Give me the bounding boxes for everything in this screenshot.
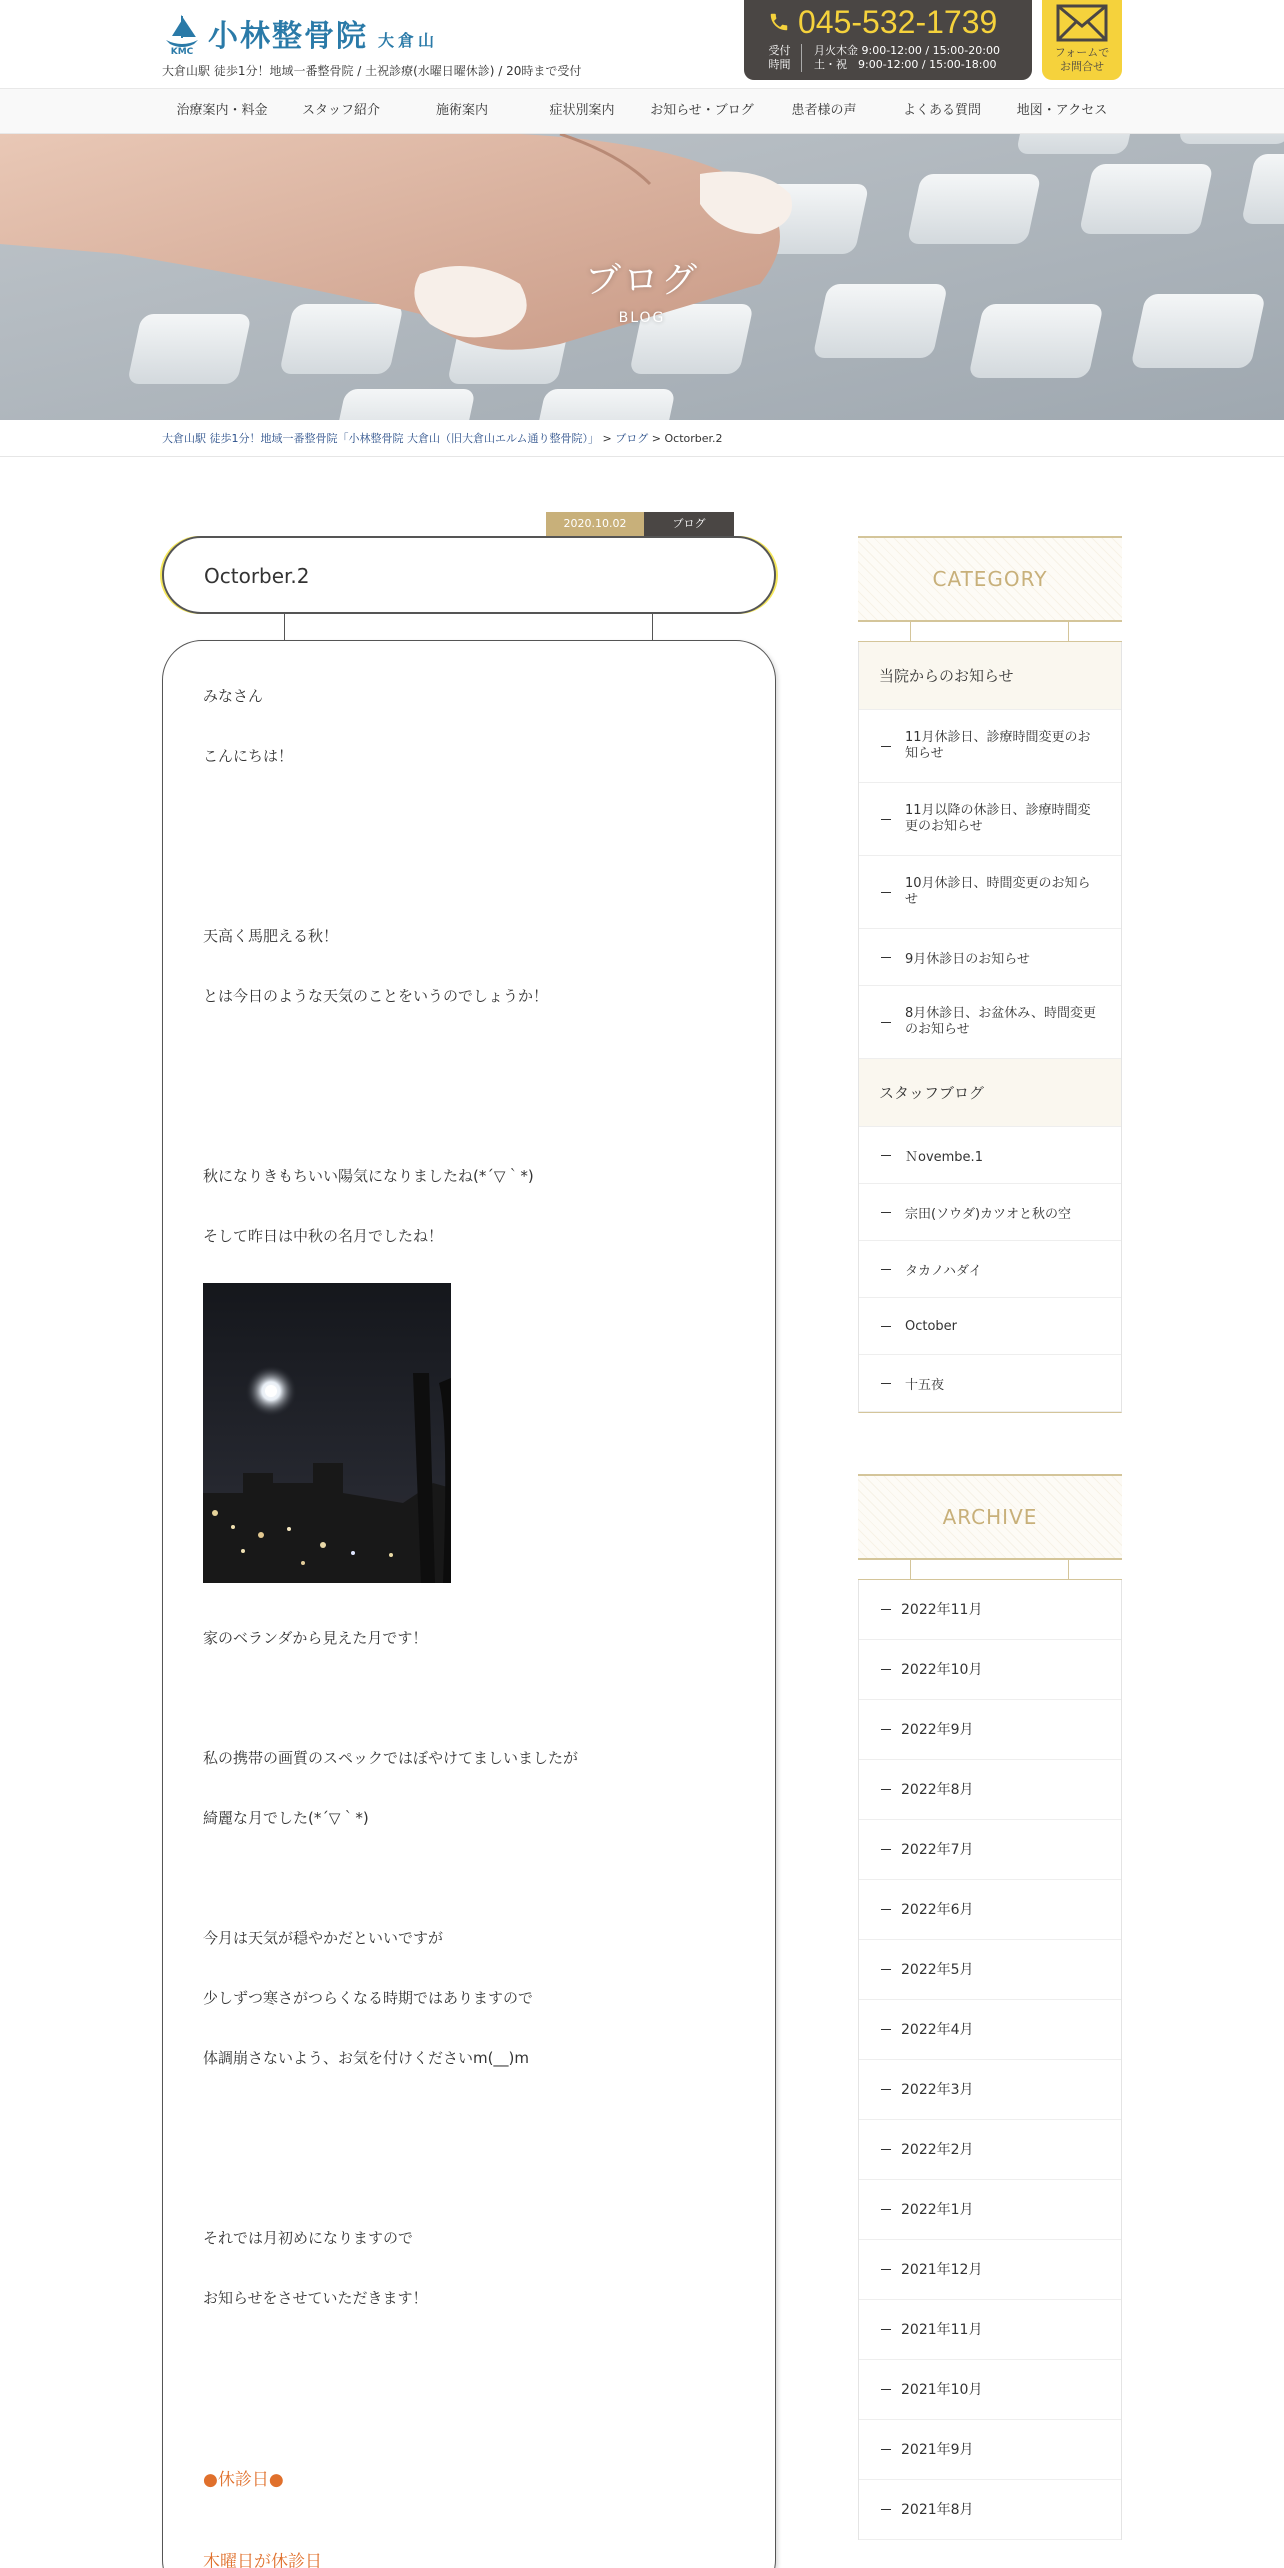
nav-staff[interactable]: スタッフ紹介 bbox=[301, 103, 380, 118]
tel-number[interactable]: 045-532-1739 bbox=[798, 4, 998, 40]
archive-link[interactable]: 2022年6月 bbox=[859, 1880, 1121, 1940]
moon-photo bbox=[203, 1283, 451, 1583]
category-post-label: 10月休診日、時間変更のお知らせ bbox=[905, 876, 1091, 907]
archive-link[interactable]: 2022年7月 bbox=[859, 1820, 1121, 1880]
archive-link[interactable]: 2022年2月 bbox=[859, 2120, 1121, 2180]
category-post-label: タカノハダイ bbox=[905, 1263, 982, 1279]
archive-link[interactable]: 2022年10月 bbox=[859, 1640, 1121, 1700]
site-logo[interactable] bbox=[162, 12, 438, 56]
category-post-label: Ｎovembe.1 bbox=[905, 1149, 983, 1165]
archive-link[interactable]: 2021年12月 bbox=[859, 2240, 1121, 2300]
category-post-label: 9月休診日のお知らせ bbox=[905, 951, 1030, 967]
hours-weekend: 土・祝 9:00-12:00 / 15:00-18:00 bbox=[814, 58, 997, 71]
category-staff-blog[interactable]: スタッフブログ bbox=[859, 1059, 1121, 1127]
category-notices[interactable]: 当院からのお知らせ bbox=[859, 642, 1121, 710]
post-title-box bbox=[162, 536, 776, 614]
nav-symptoms[interactable]: 症状別案内 bbox=[549, 103, 615, 118]
archive-link[interactable]: 2021年9月 bbox=[859, 2420, 1121, 2480]
post-notice-text: 木曜日が休診日 bbox=[203, 2552, 322, 2568]
post-paragraph: とは今日のような天気のことをいうのでしょうか！ bbox=[203, 987, 549, 1005]
hours-weekday: 月火木金 9:00-12:00 / 15:00-20:00 bbox=[814, 44, 1000, 57]
post-category-badge[interactable]: ブログ bbox=[644, 512, 734, 536]
form-label-2: お問合せ bbox=[1060, 60, 1104, 73]
category-post-link[interactable] bbox=[859, 1298, 1121, 1355]
category-post-link[interactable] bbox=[859, 1127, 1121, 1184]
post-paragraph: そして昨日は中秋の名月でしたね！ bbox=[203, 1227, 444, 1245]
title-connector bbox=[284, 614, 285, 642]
category-post-label: October bbox=[905, 1318, 958, 1334]
category-post-link[interactable] bbox=[859, 1241, 1121, 1298]
category-post-label: 11月休診日、診療時間変更のお知らせ bbox=[905, 730, 1091, 761]
archive-link[interactable]: 2022年9月 bbox=[859, 1700, 1121, 1760]
nav-access[interactable]: 地図・アクセス bbox=[1016, 103, 1108, 118]
post-paragraph: 私の携帯の画質のスペックではぼやけてましいましたが bbox=[203, 1749, 579, 1767]
archive-link[interactable]: 2022年4月 bbox=[859, 2000, 1121, 2060]
category-post-label: 11月以降の休診日、診療時間変更のお知らせ bbox=[905, 803, 1091, 834]
category-tabs-decor bbox=[858, 622, 1122, 642]
category-post-link[interactable] bbox=[859, 783, 1121, 856]
post-body bbox=[162, 640, 776, 2568]
post-paragraph: お知らせをさせていただきます！ bbox=[203, 2289, 428, 2307]
ship-logo-icon bbox=[162, 12, 202, 56]
form-label-1: フォームで bbox=[1054, 46, 1110, 59]
breadcrumb-sep: > bbox=[648, 432, 665, 445]
category-post-label: 宗田(ソウダ)カツオと秋の空 bbox=[905, 1206, 1072, 1222]
breadcrumb-home[interactable]: 大倉山駅 徒歩1分！地域一番整骨院「小林整骨院 大倉山（旧大倉山エルム通り整骨院）」 bbox=[162, 432, 600, 445]
archive-link[interactable]: 2022年8月 bbox=[859, 1760, 1121, 1820]
post-notice-heading: ●休診日● bbox=[203, 2470, 284, 2490]
hours-label-2: 時間 bbox=[768, 58, 791, 71]
breadcrumb-blog[interactable]: ブログ bbox=[615, 432, 649, 445]
archive-link[interactable]: 2022年3月 bbox=[859, 2060, 1121, 2120]
category-heading bbox=[858, 536, 1122, 622]
archive-link[interactable]: 2021年11月 bbox=[859, 2300, 1121, 2360]
breadcrumb bbox=[162, 430, 723, 446]
category-title: CATEGORY bbox=[932, 567, 1048, 591]
archive-list bbox=[858, 1580, 1122, 2540]
nav-voices[interactable]: 患者様の声 bbox=[791, 103, 857, 118]
site-tagline: 大倉山駅 徒歩1分！地域一番整骨院 / 土祝診療(水曜日曜休診) / 20時まで受付 bbox=[162, 64, 582, 78]
post-paragraph: こんにちは！ bbox=[203, 747, 294, 765]
category-post-link[interactable] bbox=[859, 986, 1121, 1059]
logo-name: 小林整骨院 bbox=[208, 19, 368, 54]
category-post-link[interactable] bbox=[859, 929, 1121, 986]
category-post-link[interactable] bbox=[859, 710, 1121, 783]
nav-news-blog[interactable]: お知らせ・ブログ bbox=[650, 103, 754, 118]
category-post-link[interactable] bbox=[859, 1355, 1121, 1412]
category-post-label: 十五夜 bbox=[905, 1377, 945, 1393]
breadcrumb-current: Octorber.2 bbox=[664, 432, 723, 445]
reception-hours bbox=[766, 44, 1000, 72]
post-date: 2020.10.02 bbox=[546, 512, 644, 536]
post-paragraph: 綺麗な月でした(*´▽｀*) bbox=[203, 1809, 369, 1827]
breadcrumb-divider bbox=[0, 456, 1284, 457]
archive-heading bbox=[858, 1474, 1122, 1560]
nav-treatment-fees[interactable]: 治療案内・料金 bbox=[176, 103, 268, 118]
global-nav bbox=[0, 88, 1284, 134]
post-paragraph: みなさん bbox=[203, 687, 264, 705]
post-paragraph: 少しずつ寒さがつらくなる時期ではありますので bbox=[203, 1989, 534, 2007]
post-paragraph: 秋になりきもちいい陽気になりましたね(*´▽｀*) bbox=[203, 1167, 534, 1185]
tel-box[interactable] bbox=[744, 0, 1032, 80]
hero-banner bbox=[0, 134, 1284, 420]
mail-icon bbox=[1056, 4, 1108, 42]
logo-location: 大倉山 bbox=[378, 31, 439, 50]
site-header bbox=[0, 0, 1284, 88]
post-paragraph: 家のベランダから見えた月です！ bbox=[203, 1629, 428, 1647]
logo-letters: KMC bbox=[170, 47, 194, 56]
archive-link[interactable]: 2021年10月 bbox=[859, 2360, 1121, 2420]
nav-faq[interactable]: よくある質問 bbox=[902, 103, 981, 118]
archive-link[interactable]: 2022年11月 bbox=[859, 1580, 1121, 1640]
post-paragraph: 天高く馬肥える秋！ bbox=[203, 927, 339, 945]
archive-title: ARCHIVE bbox=[942, 1505, 1038, 1529]
post-paragraph: 体調崩さないよう、お気を付けくださいm(__)m bbox=[203, 2049, 529, 2067]
archive-link[interactable]: 2022年1月 bbox=[859, 2180, 1121, 2240]
category-list bbox=[858, 642, 1122, 1413]
category-post-link[interactable] bbox=[859, 856, 1121, 929]
hero-subtitle: BLOG bbox=[618, 310, 666, 326]
hours-label-1: 受付 bbox=[768, 44, 791, 57]
archive-tabs-decor bbox=[858, 1560, 1122, 1580]
archive-link[interactable]: 2022年5月 bbox=[859, 1940, 1121, 2000]
hero-title: ブログ bbox=[584, 260, 699, 301]
contact-form-button[interactable] bbox=[1042, 0, 1122, 80]
post-paragraph: それでは月初めになりますので bbox=[203, 2229, 414, 2247]
archive-link[interactable]: 2021年8月 bbox=[859, 2480, 1121, 2540]
phone-icon bbox=[768, 11, 790, 33]
category-post-link[interactable] bbox=[859, 1184, 1121, 1241]
breadcrumb-sep: > bbox=[599, 432, 616, 445]
nav-procedures[interactable]: 施術案内 bbox=[435, 103, 488, 118]
title-connector bbox=[652, 614, 653, 642]
post-paragraph: 今月は天気が穏やかだといいですが bbox=[203, 1929, 444, 1947]
category-post-label: 8月休診日、お盆休み、時間変更のお知らせ bbox=[905, 1006, 1097, 1037]
post-title: Octorber.2 bbox=[204, 564, 310, 588]
